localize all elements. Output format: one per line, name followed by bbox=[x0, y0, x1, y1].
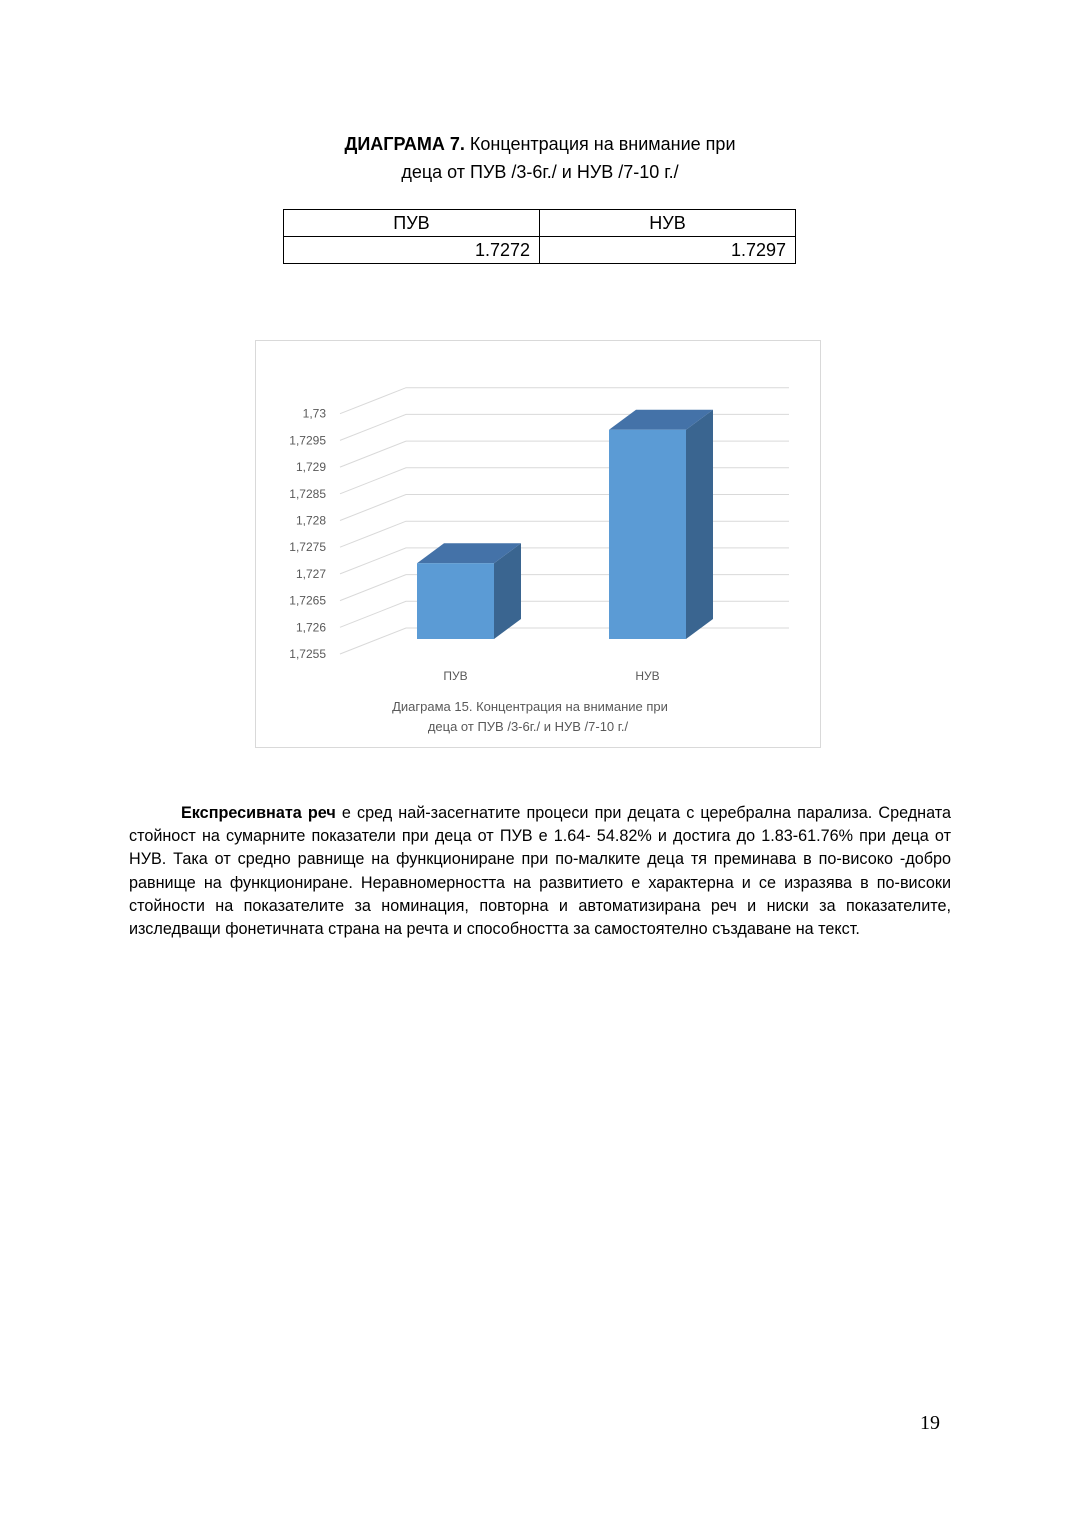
gridline bbox=[340, 548, 789, 574]
y-tick-label: 1,7255 bbox=[289, 647, 326, 661]
y-tick-label: 1,726 bbox=[295, 620, 326, 635]
x-tick-label: НУВ bbox=[635, 669, 660, 683]
chart-caption-line1: Диаграма 15. Концентрация на внимание при bbox=[392, 699, 668, 714]
y-tick-label: 1,727 bbox=[295, 566, 326, 581]
gridline bbox=[340, 468, 789, 494]
gridline bbox=[340, 388, 789, 414]
y-tick-label: 1,7285 bbox=[289, 486, 326, 501]
paragraph-text: е сред най-засегнатите процеси при децата с церебрална парализа. Средната стойност на сумарните показатели при деца от ПУВ е 1.64- 54.82% и достига до 1.83-61.76% при деца от НУВ. Така от средно равнище на функциониране при по-малките деца тя преминава в по-високо -добро равнище на функциониране. Неравномерността на развитието е характерна и се изразява в по-високи стойности на показателите за номинация, повторна и автоматизирана реч и ниски за показателите, изследващи фонетичната страна на речта и способността за самостоятелно създаване на текст. bbox=[129, 804, 952, 939]
table-header-nuv: НУВ bbox=[540, 210, 796, 237]
bar-side bbox=[686, 410, 713, 639]
bar bbox=[417, 563, 494, 639]
heading-line2: деца от ПУВ /3-6г./ и НУВ /7-10 г./ bbox=[401, 162, 679, 182]
heading-bold: ДИАГРАМА 7. bbox=[344, 134, 465, 154]
y-tick-label: 1,7275 bbox=[289, 540, 326, 555]
gridline bbox=[340, 628, 789, 654]
bar bbox=[609, 430, 686, 639]
table-row bbox=[284, 237, 796, 264]
gridline bbox=[340, 441, 789, 467]
diagram-heading bbox=[240, 130, 840, 186]
gridline bbox=[340, 601, 789, 627]
y-tick-label: 1,728 bbox=[295, 513, 326, 528]
page-number: 19 bbox=[920, 1412, 940, 1434]
bar-chart bbox=[256, 341, 822, 749]
table-header-row bbox=[284, 210, 796, 237]
table-value-nuv: 1.7297 bbox=[540, 237, 796, 264]
gridline bbox=[340, 414, 789, 440]
gridline bbox=[340, 495, 789, 521]
heading-line1: Концентрация на внимание при bbox=[464, 134, 736, 154]
y-tick-label: 1,73 bbox=[302, 406, 326, 421]
paragraph-bold-lead: Експресивната реч bbox=[181, 804, 336, 822]
table-header-puv: ПУВ bbox=[284, 210, 540, 237]
chart-caption-line2: деца от ПУВ /3-6г./ и НУВ /7-10 г./ bbox=[427, 719, 629, 734]
x-tick-label: ПУВ bbox=[443, 669, 468, 683]
values-table bbox=[283, 209, 796, 264]
chart-container bbox=[255, 340, 821, 748]
y-tick-label: 1,7295 bbox=[289, 433, 326, 448]
y-tick-label: 1,7265 bbox=[289, 593, 326, 608]
body-paragraph bbox=[129, 802, 951, 941]
gridline bbox=[340, 575, 789, 601]
gridline bbox=[340, 521, 789, 547]
table-value-puv: 1.7272 bbox=[284, 237, 540, 264]
y-tick-label: 1,729 bbox=[295, 460, 326, 475]
